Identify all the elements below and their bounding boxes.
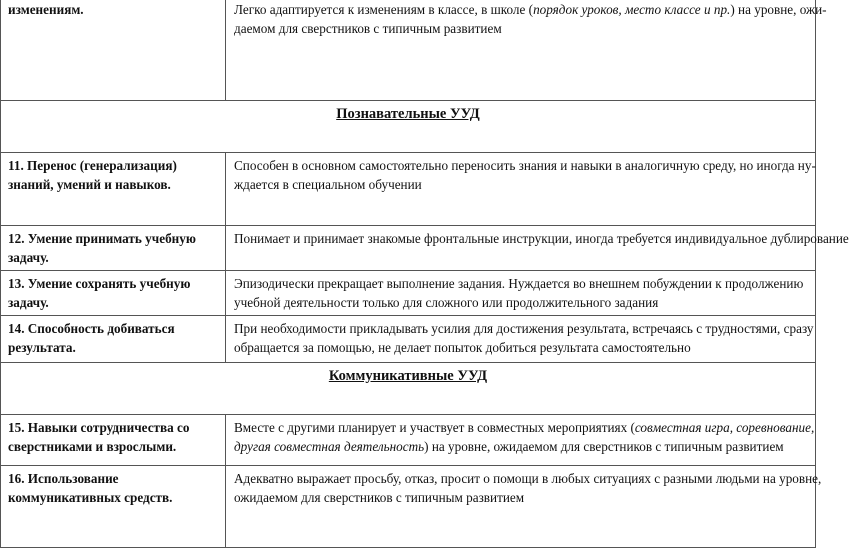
criterion-description: Понимает и принимает знакомые фронтальные инструкции, иногда требуется индивидуальное дублирование <box>226 226 816 271</box>
criterion-description: При необходимости прикладывать усилия для достижения результата, встречаясь с трудностями, сразу обращается за помощью, не делает попыток добиться результата самостоятельно <box>226 316 816 363</box>
table-row <box>1 153 816 226</box>
table-row <box>1 271 816 316</box>
criterion-label: 11. Перенос (генерализация) знаний, умений и навыков. <box>1 153 226 226</box>
criterion-label: 14. Способность добиваться результата. <box>1 316 226 363</box>
criterion-label: 12. Умение принимать учебную задачу. <box>1 226 226 271</box>
table-row <box>1 415 816 466</box>
table-row <box>1 316 816 363</box>
criterion-label: изменениям. <box>1 0 226 101</box>
table-row <box>1 0 816 101</box>
criterion-label: 13. Умение сохранять учебную задачу. <box>1 271 226 316</box>
section-heading-cognitive: Познавательные УУД <box>1 101 816 153</box>
criterion-label: 16. Использование коммуникативных средств. <box>1 466 226 548</box>
criterion-label: 15. Навыки сотрудничества со сверстниками и взрослыми. <box>1 415 226 466</box>
criterion-description: Легко адаптируется к изменениям в классе, в школе (порядок уроков, место классе и пр.) на уровне, ожи- даемом для сверстников с типичным развитием <box>226 0 816 101</box>
table-row <box>1 226 816 271</box>
table-row <box>1 466 816 548</box>
criterion-description: Способен в основном самостоятельно переносить знания и навыки в аналогичную среду, но иногда ну- ждается в специальном обучении <box>226 153 816 226</box>
criterion-description: Вместе с другими планирует и участвует в совместных мероприятиях (совместная игра, соревнование, другая совместная деятельность) на уровне, ожидаемом для сверстников с типичным развитием <box>226 415 816 466</box>
section-heading-communicative: Коммуникативные УУД <box>1 363 816 415</box>
section-row-communicative <box>1 363 816 415</box>
criterion-description: Адекватно выражает просьбу, отказ, просит о помощи в любых ситуациях с разными людьми на уровне, ожидаемом для сверстников с типичным развитием <box>226 466 816 548</box>
section-row-cognitive <box>1 101 816 153</box>
criterion-description: Эпизодически прекращает выполнение задания. Нуждается во внешнем побуждении к продолжению учебной деятельности только для сложного или продолжительного задания <box>226 271 816 316</box>
